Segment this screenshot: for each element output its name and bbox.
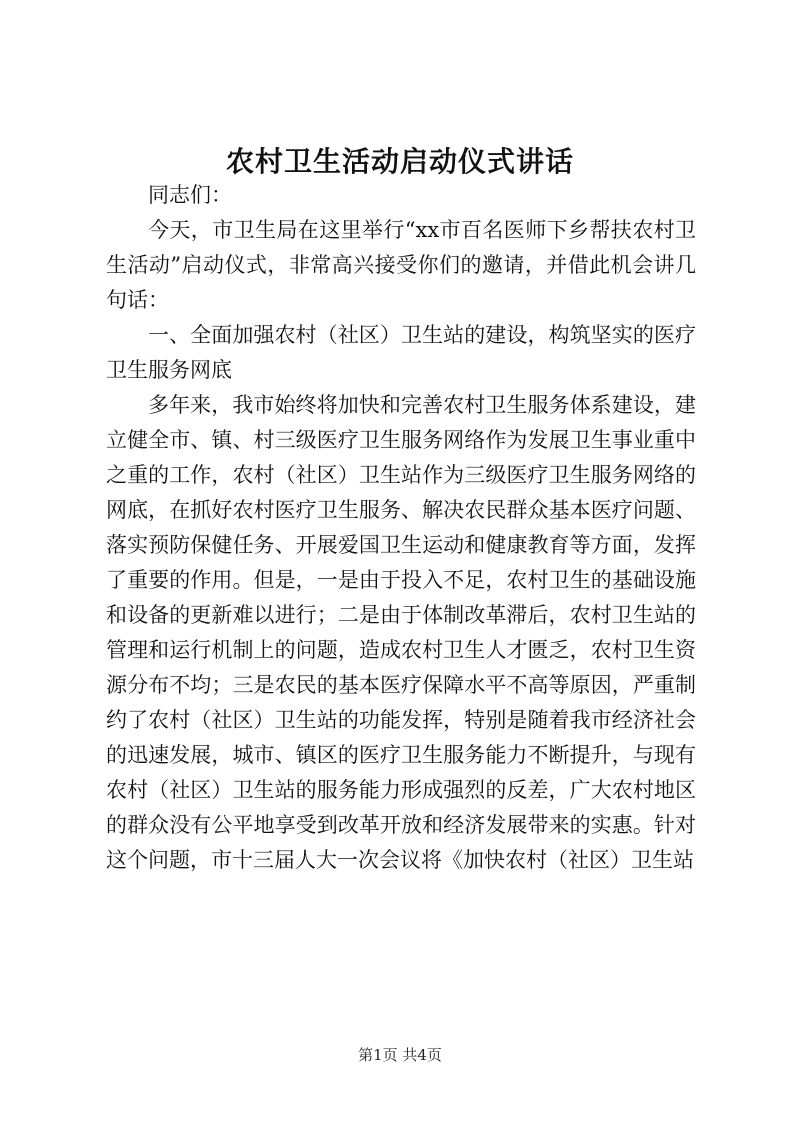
- opening-paragraph: 今天，市卫生局在这里举行“xx市百名医师下乡帮扶农村卫生活动”启动仪式，非常高兴接受你们的邀请，并借此机会讲几句话：: [106, 218, 696, 312]
- document-title: 农村卫生活动启动仪式讲话: [225, 145, 574, 178]
- section-heading-paragraph: 一、全面加强农村（社区）卫生站的建设，构筑坚实的医疗卫生服务网底: [106, 323, 696, 382]
- salutation-paragraph: 同志们：: [148, 183, 232, 207]
- document-body: [106, 178, 696, 878]
- body-paragraph: 多年来，我市始终将加快和完善农村卫生服务体系建设，建立健全市、镇、村三级医疗卫生服务网络作为发展卫生事业重中之重的工作，农村（社区）卫生站作为三级医疗卫生服务网络的网底，在抓好农村医疗卫生服务、解决农民群众基本医疗问题、落实预防保健任务、开展爱国卫生运动和健康教育等方面，发挥了重要的作用。但是，一是由于投入不足，农村卫生的基础设施和设备的更新难以进行；二是由于体制改革滞后，农村卫生站的管理和运行机制上的问题，造成农村卫生人才匮乏，农村卫生资源分布不均；三是农民的基本医疗保障水平不高等原因，严重制约了农村（社区）卫生站的功能发挥，特别是随着我市经济社会的迅速发展，城市、镇区的医疗卫生服务能力不断提升，与现有农村（社区）卫生站的服务能力形成强烈的反差，广大农村地区的群众没有公平地享受到改革开放和经济发展带来的实惠。针对这个问题，市十三届人大一次会议将《加快农村（社区）卫生站: [106, 393, 696, 872]
- page-footer: 第1页 共4页: [358, 1046, 442, 1064]
